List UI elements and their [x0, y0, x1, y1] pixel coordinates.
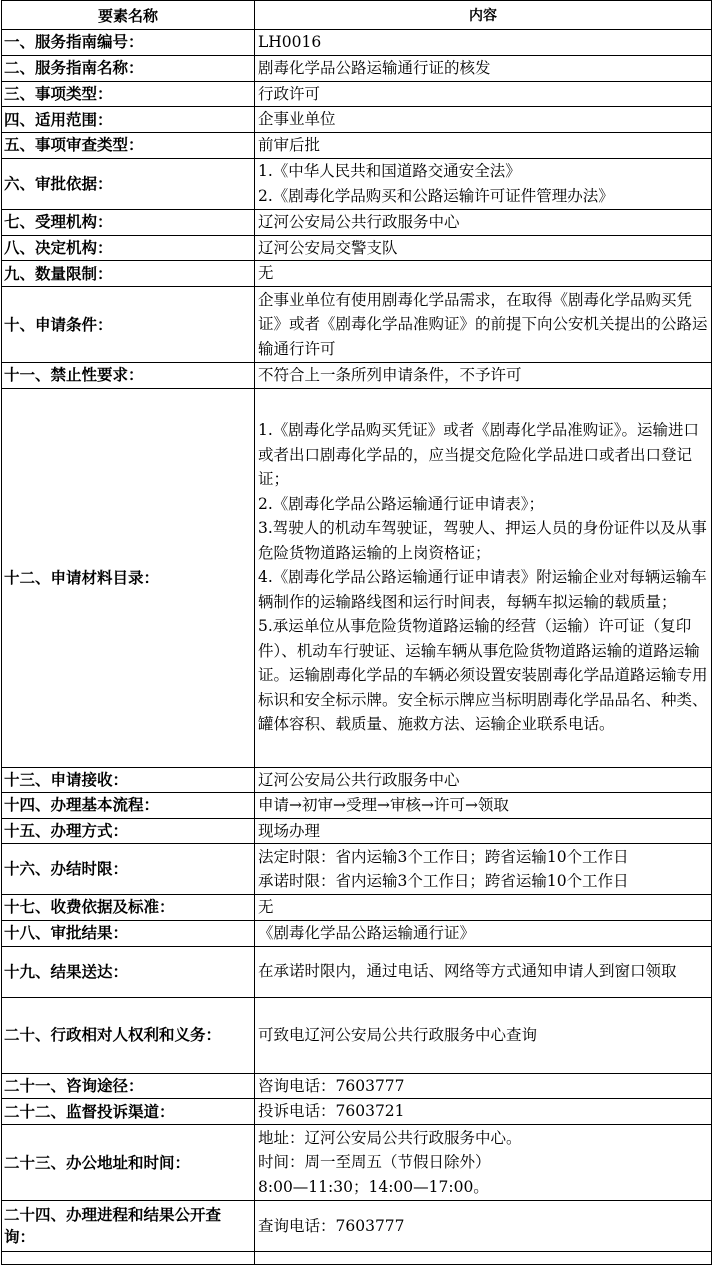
content-line: 现场办理: [258, 821, 321, 840]
empty-cell-1: [2, 1252, 255, 1265]
content-line: 行政许可: [258, 84, 321, 103]
content-line: 企事业单位: [258, 110, 336, 129]
content-line: 辽河公安局公共行政服务中心: [258, 212, 460, 231]
content-line: 时间：周一至周五（节假日除外）: [258, 1153, 491, 1172]
content-line: LH0016: [258, 33, 322, 51]
row-label: 十三、申请接收：: [2, 767, 255, 793]
row-content: [255, 1125, 712, 1201]
table-row: [2, 1099, 712, 1125]
table-row: [2, 1125, 712, 1201]
content-line: 2.《剧毒化学品购买和公路运输许可证件管理办法》: [258, 186, 614, 205]
row-content: [255, 1201, 712, 1252]
content-line: 5.承运单位从事危险货物道路运输的经营（运输）许可证（复印件）、机动车行驶证、运输车辆从事危险货物道路运输的道路运输证。运输剧毒化学品的车辆必须设置安装剧毒化学品道路运输专用标识和安全标示牌。安全标示牌应当标明剧毒化学品品名、种类、罐体容积、载质量、施救方法、运输企业联系电话。: [258, 617, 708, 734]
table-row: [2, 30, 712, 56]
row-label: 二十三、办公地址和时间：: [2, 1125, 255, 1201]
content-line: 申请→初审→受理→审核→许可→领取: [258, 796, 509, 814]
table-row: [2, 1201, 712, 1252]
table-row: [2, 920, 712, 946]
content-line: 2.《剧毒化学品公路运输通行证申请表》；: [258, 494, 545, 513]
content-line: 无: [258, 898, 274, 916]
row-label: 一、服务指南编号：: [2, 30, 255, 56]
content-line: 企事业单位有使用剧毒化学品需求，在取得《剧毒化学品购买凭证》或者《剧毒化学品准购证》的前提下向公安机关提出的公路运输通行许可: [258, 290, 708, 358]
table-row: [2, 997, 712, 1073]
content-line: 剧毒化学品公路运输通行证的核发: [258, 58, 491, 77]
content-line: 辽河公安局交警支队: [258, 238, 398, 257]
row-content: [255, 844, 712, 895]
content-line: 辽河公安局公共行政服务中心: [258, 770, 460, 789]
empty-row: [2, 1252, 712, 1265]
table-row: [2, 946, 712, 997]
row-content: [255, 30, 712, 56]
row-content: [255, 767, 712, 793]
table-row: [2, 287, 712, 363]
row-content: [255, 946, 712, 997]
content-line: 在承诺时限内，通过电话、网络等方式通知申请人到窗口领取: [258, 962, 677, 981]
content-line: 不符合上一条所列申请条件，不予许可: [258, 366, 522, 384]
row-content: [255, 997, 712, 1073]
row-label: 十八、审批结果：: [2, 920, 255, 946]
row-content: [255, 55, 712, 81]
service-guide-table: [1, 0, 712, 1265]
content-line: 地址：辽河公安局公共行政服务中心。: [258, 1128, 522, 1147]
row-label: 四、适用范围：: [2, 107, 255, 133]
content-line: 咨询电话：7603777: [258, 1076, 405, 1095]
row-label: 二十四、办理进程和结果公开查询：: [2, 1201, 255, 1252]
table-row: [2, 158, 712, 209]
row-label: 三、事项类型：: [2, 81, 255, 107]
row-label: 十六、办结时限：: [2, 844, 255, 895]
row-label: 二十二、监督投诉渠道：: [2, 1099, 255, 1125]
content-line: 3.驾驶人的机动车驾驶证，驾驶人、押运人员的身份证件以及从事危险货物道路运输的上岗资格证；: [258, 519, 707, 562]
table-header-row: [2, 1, 712, 30]
row-content: [255, 818, 712, 844]
row-label: 九、数量限制：: [2, 261, 255, 287]
content-line: 前审后批: [258, 136, 321, 154]
row-content: [255, 81, 712, 107]
content-line: 1.《中华人民共和国道路交通安全法》: [258, 162, 521, 180]
table-row: [2, 133, 712, 159]
header-content: 内容: [255, 1, 712, 30]
row-label: 五、事项审查类型：: [2, 133, 255, 159]
row-content: [255, 920, 712, 946]
table-row: [2, 818, 712, 844]
table-row: [2, 209, 712, 235]
row-content: [255, 287, 712, 363]
table-row: [2, 388, 712, 767]
row-label: 二、服务指南名称：: [2, 55, 255, 81]
table-row: [2, 261, 712, 287]
content-line: 查询电话：7603777: [258, 1216, 405, 1235]
table-row: [2, 235, 712, 261]
row-content: [255, 158, 712, 209]
row-content: [255, 895, 712, 921]
row-label: 二十、行政相对人权利和义务：: [2, 997, 255, 1073]
content-line: 法定时限：省内运输3个工作日；跨省运输10个工作日: [258, 847, 629, 866]
row-content: [255, 793, 712, 819]
content-line: 无: [258, 264, 274, 283]
content-line: 承诺时限：省内运输3个工作日；跨省运输10个工作日: [258, 872, 629, 890]
empty-cell-2: [255, 1252, 712, 1265]
row-label: 十二、申请材料目录：: [2, 388, 255, 767]
content-line: 4.《剧毒化学品公路运输通行证申请表》附运输企业对每辆运输车辆制作的运输路线图和运行时间表，每辆车拟运输的载质量；: [258, 568, 707, 611]
row-content: [255, 388, 712, 767]
row-label: 七、受理机构：: [2, 209, 255, 235]
row-content: [255, 133, 712, 159]
content-line: 《剧毒化学品公路运输通行证》: [258, 923, 476, 942]
table-row: [2, 767, 712, 793]
row-label: 二十一、咨询途径：: [2, 1073, 255, 1099]
row-content: [255, 209, 712, 235]
table-row: [2, 1073, 712, 1099]
content-line: 8:00—11:30；14:00—17:00。: [258, 1177, 489, 1196]
row-content: [255, 363, 712, 389]
row-content: [255, 1073, 712, 1099]
table-row: [2, 363, 712, 389]
row-label: 十、申请条件：: [2, 287, 255, 363]
row-content: [255, 261, 712, 287]
row-content: [255, 235, 712, 261]
table-row: [2, 55, 712, 81]
row-label: 十一、禁止性要求：: [2, 363, 255, 389]
table-body: [2, 1, 712, 1265]
row-content: [255, 107, 712, 133]
table-row: [2, 793, 712, 819]
table-row: [2, 895, 712, 921]
row-label: 十七、收费依据及标准：: [2, 895, 255, 921]
row-label: 八、决定机构：: [2, 235, 255, 261]
table-row: [2, 81, 712, 107]
row-content: [255, 1099, 712, 1125]
table-row: [2, 107, 712, 133]
row-label: 十九、结果送达：: [2, 946, 255, 997]
row-label: 十五、办理方式：: [2, 818, 255, 844]
content-line: 1.《剧毒化学品购买凭证》或者《剧毒化学品准购证》。运输进口或者出口剧毒化学品的，应当提交危险化学品进口或者出口登记证；: [258, 421, 700, 489]
table-row: [2, 844, 712, 895]
header-element-name: 要素名称: [2, 1, 255, 30]
row-label: 六、审批依据：: [2, 158, 255, 209]
row-label: 十四、办理基本流程：: [2, 793, 255, 819]
content-line: 可致电辽河公安局公共行政服务中心查询: [258, 1025, 538, 1044]
content-line: 投诉电话：7603721: [258, 1102, 405, 1121]
